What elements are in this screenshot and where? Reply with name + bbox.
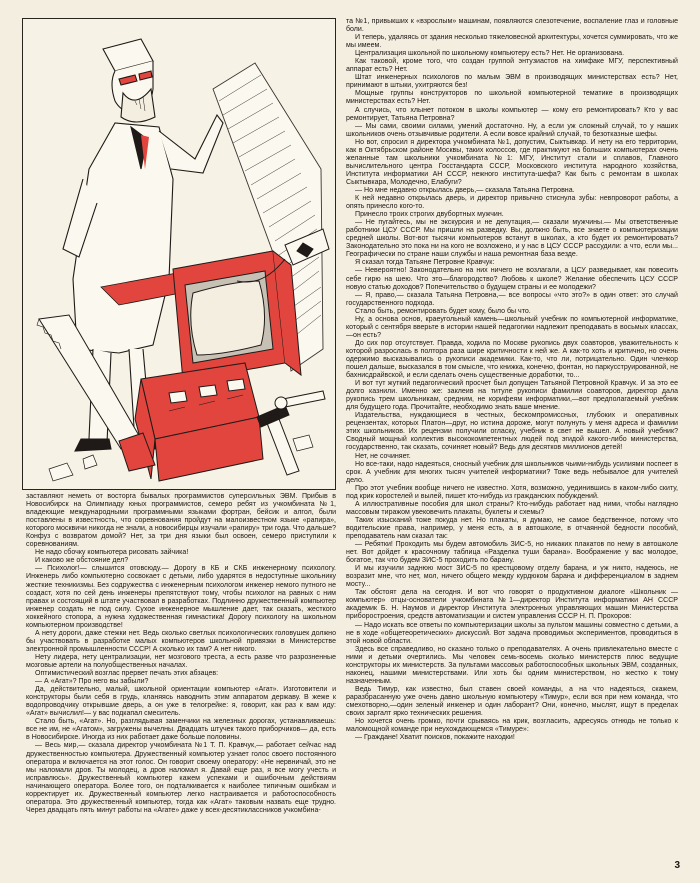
illustration-panel [22, 18, 336, 490]
paragraph: Таких изысканий тоже покуда нет. Но плакаты, я думаю, не самое бедственное, потому что водительские права, например, у меня есть, а в автошколе, в отчаянной бедности пособий, преподаватель нам сказал так: [346, 516, 678, 540]
paragraph: Оптимистический возглас прервет печать этих абзацев: [35, 670, 219, 678]
paragraph: — Надо искать все ответы по компьютеризации школы за пультом машины совместно с детьми, а не в ходе «общетеоретических» дискуссий. Вот задача проводимых экспериментов, проводиться в этой новой области. [346, 621, 678, 645]
paragraph: Издательства, нуждающиеся в честных, бескомпромиссных, глубоких и оперативных рецензентах, которых Платон—друг, но истина дороже, могут полунуть у меня адреса и фамилии этих школьников. Их рецензии получили огласку, учебник в свет не вышел. А новый учебник? Сводный мощный коллектив высококомпетентных людей под эгидой какого-либо министерства, государственно, так сказать, сочиняет новый? Ведь для десятков миллионов детей! [346, 412, 678, 452]
paragraph: — Не пугайтесь, мы не экскурсия и не депутация,— сказали мужчины.— Мы ответственные работники ЦСУ СССР. Мы пришли на разведку. Вы, должно быть, все знаете о компьютеризации средней школы. Вот-вот тысячи компьютеров встанут в школах, а кто будет их ремонтировать? Законодательно это пока ни на кого не возложено, и у нас в ЦСУ СССР рассудили: а что, если мы... Географически по стране наши службы и наша ремонтная база везде. [346, 219, 678, 259]
paragraph: та №1, привыкших к «взрослым» машинам, появляются слезотечение, воспаление глаз и головные боли. [346, 18, 678, 34]
paragraph: — Но мне недавно открылась дверь,— сказала Татьяна Петровна. [355, 186, 575, 194]
illustration-drawing [23, 19, 335, 489]
paragraph: А нету дороги, даже стежки нет. Ведь сколько светлых психологических головушек должно бы участвовать в разработке малых компьютеров школьной привязки в Министерстве электронной промышленности СССР! А сколько их там? А нет никого. [26, 629, 336, 653]
paragraph: И каково же обстояние дел? [35, 557, 129, 565]
paragraph: Штат инженерных психологов по малым ЭВМ в производящих министерствах есть? Нет, принимают в штыки, ухитряются без! [346, 74, 678, 90]
paragraph: Я сказал тогда Татьяне Петровне Кравчук: [355, 259, 495, 267]
paragraph: К ней недавно открылась дверь, и директор привычно стиснула зубы: невпроворот работы, а опять принесло кого-то. [346, 195, 678, 211]
paragraph: заставляют неметь от восторга бывалых программистов суперсильных ЭВМ. Прибыв в Новосибирск на Олимпиаду юных программистов, семеро ребят из учкомбината №1, владеющие международными программными языками фортран, бейсик и алгол, были поставлены в известность, что соревнования пройдут на малоизвестном языке «рапира», которого москвичи никогда не знали, а новосибирцы изучали «рапиру» три года. Что дальше? Конфуз с возвратом домой? Нет, за три дня языки был освоен, семеро приступили к соревнованиям. [26, 493, 336, 549]
paragraph: Да, действительно, малый, школьной ориентации компьютер «Агат». Изготовители и конструкторы были себя в грудь, кланяясь наводнить этим аппаратом державу. В жеже к водопроводчику открывшие дверь, а он уже в телогрейке: я, говорит, как раз к вам иду: «Агат» вычислил!— у вас подкапал смеситель. [26, 686, 336, 718]
paragraph: Здесь все справедливо, но сказано только о преподавателях. А очень привлекательно вместе с ними и детьми очертились. Мы человек семь-восемь сколько министерств плюс ведущие конструкторы их министерств. За пультами массовых работоспособных школьных ЭВМ, созданных, наконец, нашими министерствами. Или хоть бы одним министерством, но жестко к тому назначенным. [346, 645, 678, 685]
right-text-column [346, 18, 678, 742]
paragraph: Нету лидера, нету централизации, нет мозгового треста, а есть разве что разрозненные мозговые артели на полуобщественных началах. [26, 653, 336, 669]
paragraph: И вот тут жуткий педагогический просчет был допущен Татьяной Петровной Кравчук. И за это ее долго казнили. Именно же: заклеив на титуле рукописи фамилии соавторов, директор дала рукопись трем школьникам, средним, не корифеям информатики,—вот предполагаемый учебник для будущего года. Прочитайте, необходимо знать ваше мнение. [346, 380, 678, 412]
tv-cabinet-icon [173, 251, 301, 381]
paragraph: — Я, право,— сказала Татьяна Петровна,— все вопросы «что это?» в один ответ: это случай государственного подхода. [346, 291, 678, 307]
left-text-column [26, 493, 336, 815]
paragraph: — Психолог!— слышится отовсюду.— Дорогу в КБ и СКБ инженерному психологу. Инженерь либо компьютерно сосвокает с детьми, либо ударятся в недоступные школьнику жесткие техникизмы. Без содружества с инженерным психологом инженер немого путного не создаст, хотя по сей день инженеры препятствуют тому, чтобы психолог на равных с ним правах и состоящий в штате участвовал в разработках. Подлинно дружественный компьютер инженер создать не под силу. Сухое инженерное мышление дает, так сказать, жесткого хоккейного стопора, а нужна художественная гимнастика! Дорогу психологу на школьном компьютерном производстве! [26, 565, 336, 629]
paragraph: И мы изучили заднюю мост ЗИС-5 по крестцовому отделу барана, и уж никто, надеюсь, не возразит мне, что нет, мол, ничего общего между курдюком барана и дифференциалом в заднем мосту... [346, 565, 678, 589]
paragraph: — Мы сами, своими силами, умений достаточно. Ну, а если уж сложный случай, то у наших школьников очень отзывчивые родители. А если вовсе крайний случай, то безотказные шефы. [346, 122, 678, 138]
paragraph: Но вот, спросил я директора учкомбината №1, допустим, Сыктывкар. И нету на его территории, как в Октябрьском районе Москвы, таких колоссов, где практикуют на больших компьютерах очень желанные там школьники учкомбината №1: МГУ, Институт стали и сплавов, Главного вычислительного центра Госстандарта СССР, Московского института народного хозяйства, Института информатики АН СССР, нежного института-шефа? Как быть с ремонтам в школах Сыктывкара, Молодечно, Елабуги? [346, 138, 678, 186]
paragraph: Стало быть, «Агат». Но, разглядывая заменчики на железных дорогах, устанавливаешь: все не им, не «Агатом», загружены вычелны. Двадцать штучек такого приборчиков— да, есть в Новосибирске. Иногда из них работает даже больше половины. [26, 718, 336, 742]
paragraph: А иллюстративные пособия для школ страны? Кто-нибудь работает над ними, чтобы наглядно массовым тиражом увековечить плакаты, буклеты и схемы? [346, 500, 678, 516]
paragraph: — Граждане! Хватит поисков, покажите находки! [355, 734, 515, 742]
page-number: 3 [674, 860, 680, 871]
paragraph: Но все-таки, надо надеяться, сносный учебник для школьников чьими-нибудь усилиями поспеет в срок. А учебник для многих тысяч учителей информатики? Тоже ведь небывалое для учителей дело. [346, 460, 678, 484]
paragraph: Ну, а основа основ, краеугольный камень—школьный учебник по компьютерной информатике, который с сентября вверьте в истории нашей педагогики надлежит преподавать в восьмых классах,—он есть? [346, 315, 678, 339]
paragraph: Мощные группы конструкторов по школьной компьютерной тематике в производящих министерствах есть? Нет. [346, 90, 678, 106]
paragraph: Про этот учебник вообще ничего не известно. Хотя, возможно, уединившись в каком-либо скиту, под крик коростелей и вылей, пишет кто-нибудь из гражданских побуждений. [346, 484, 678, 500]
paragraph: — Ребятки! Проходить мы будем автомобиль ЗИС-5, но никаких плакатов по нему в автошколе нет. Вот дойдет к красочному таблица «Разделка туши барана». Воображение у вас молодое, богатое, так что будем ЗИС-5 проходить по барану. [346, 541, 678, 565]
paragraph: Но хочется очень громко, почти срываясь на крик, возгласить, адресуясь отнюдь не только к маломощной команде при неухождающемся «Тимуре»: [346, 718, 678, 734]
paragraph: Нет, не сочиняет. [355, 452, 411, 460]
paragraph: Не надо сбочку компьютера рисовать зайчика! [35, 549, 189, 557]
paragraph: Ведь Тимур, как известно, был ставен своей команды, а на что надеяться, скажем, раразбрасанную уже очень давно школьную компьютеру «Тимур», если вся при нем команда, что смехотворно,—один зеленый инженер и один лаборант? Они, конечно, мыслят, ищут в пределах своих заргалт ярко технических решения. [346, 685, 678, 718]
paragraph: До сих пор отсутствует. Правда, ходила по Москве рукопись двух соавторов, уважительность к которой разрослась в полтора раза шире критичности к ней же. А как-то хоть и критично, но очень одержимо высказывались о рукописи академики. Как-то, что ли, потрицательно. Один членкор пошел дальше, высказался в том смысле, что книжка, конечно, фонтан, но паркусструированной, не бахнисдрайвской, и если сделать очень существенные доработки, то... [346, 339, 678, 380]
paragraph: А случись, что хлынет потоком в школы компьютер — кому его ремонтировать? Кто у вас ремонтирует, Татьяна Петровна? [346, 106, 678, 122]
paragraph: Централизация школьной по школьному компьютеру есть? Нет. Не организована. [355, 50, 625, 58]
paragraph: И теперь, удаляясь от здания несколько тяжеловесной архитектуры, хочется суммировать, что же мы имеем. [346, 34, 678, 50]
paragraph: Как таковой, кроме того, что создан группой энтузиастов на химфаке МГУ, перспективный аппарат есть? Нет. [346, 58, 678, 74]
paragraph: Так обстоят дела на сегодня. И вот что говорят о продуктивном диалоге «Школьник — компьютер» отцы-основатели учкомбината №1—директор Института информатики АН СССР академик Б. Н. Наумов и директор Института электронных управляющих машин Министерства приборостроения, средств автоматизации и систем управления СССР Н. П. Прохоров: [346, 589, 678, 621]
paragraph: — Весь мир,— сказала директор учкомбината №1 Т. П. Кравчук,— работает сейчас над дружественностью компьютера. Дружественный компьютер узнает голос своего постоянного оператора и включается на этот голос. Он говорит своему оператору: «Не нервничай, это не мы наломали дров. Ты молодец, а дров наломал я. Давай еще раз, я все могу учесть и исправлюсь». Дружественный компьютер кажем успехами и ошибочным действиям начинающего оператора. Более того, он подталкивается к наиболее типичным ошибкам и корректирует их. Дружественный компьютер легко настраивается и работоспособность оператора. Это дружественный компьютер, тогда как «Агат» таковым назвать еще трудно. Через двадцать пять минут работы на «Агате» даже у всех-десятиклассников учкомбина- [26, 742, 336, 814]
paragraph: Принесло троих строгих двубортных мужчин. [355, 211, 504, 219]
paragraph: — А «Агат»? Про него вы забыли? [35, 678, 149, 686]
paragraph: Стало быть, ремонтировать будет кому, было бы что. [355, 307, 531, 315]
paragraph: — Невероятно! Законодательно на них ничего не возлагали, а ЦСУ разведывает, как повесить себе гирю на шею. Что это—благородство? Любовь к школе? Желание обеспечить ЦСУ СССР новую статью доходов? Попечительство о будущем страны и ее молодежи? [346, 267, 678, 291]
